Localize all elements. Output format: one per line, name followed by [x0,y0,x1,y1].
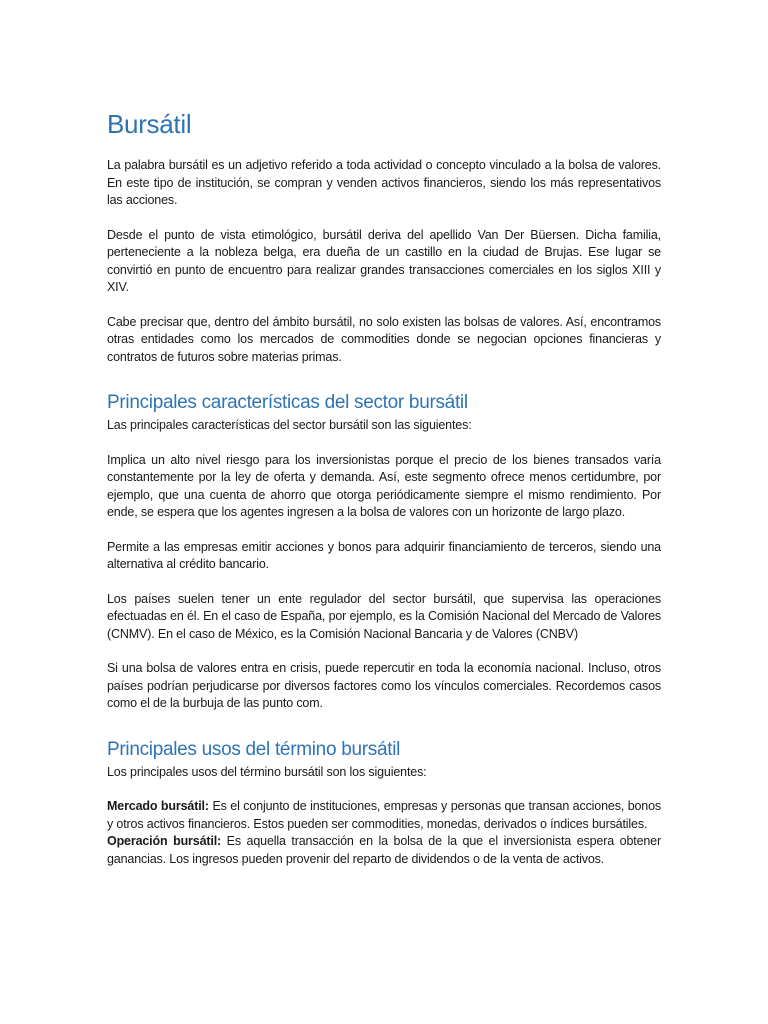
definition-text: Es el conjunto de instituciones, empresas y personas que transan acciones, bonos y otros activos financieros. Estos pueden ser commodities, monedas, derivados o índices bursátiles. [107,799,662,831]
section-heading-usos: Principales usos del término bursátil [107,738,401,760]
section-lead: Las principales características del sector bursátil son las siguientes: [107,418,472,432]
definition-term: Operación bursátil: [107,834,222,848]
section-spacer [107,383,661,391]
section-heading-caracteristicas: Principales características del sector bursátil [107,392,468,413]
document-title: Bursátil [107,109,192,139]
document-page [107,108,661,868]
intro-paragraph: Desde el punto de vista etimológico, bursátil deriva del apellido Van Der Büersen. Dicha familia, perteneciente a la nobleza belga, era dueña de un castillo en la ciudad de Brujas. Ese lugar se convirtió en punto de encuentro para realizar grandes transacciones comerciales en los siglos XIII y XIV. [107,227,661,294]
definition-text: Es aquella transacción en la bolsa de la que el inversionista espera obtener ganancias. Los ingresos pueden provenir del reparto de dividendos o de la venta de activos. [107,834,661,866]
section-lead: Los principales usos del término bursátil son los siguientes: [107,764,427,779]
body-paragraph: Permite a las empresas emitir acciones y bonos para adquirir financiamiento de terceros, siendo una alternativa al crédito bancario. [107,539,661,571]
intro-paragraph: Cabe precisar que, dentro del ámbito bursátil, no solo existen las bolsas de valores. Así, encontramos otras entidades como los mercados de commodities donde se negocian opciones financieras y contratos de futuros sobre materias primas. [107,314,661,364]
body-paragraph: Los países suelen tener un ente regulador del sector bursátil, que supervisa las operaciones efectuadas en él. En el caso de España, por ejemplo, es la Comisión Nacional del Mercado de Valores (CNMV). En el caso de México, es la Comisión Nacional Bancaria y de Valores (CNBV) [107,591,661,641]
definition-item [107,833,661,868]
definition-term: Mercado bursátil: [107,799,209,813]
intro-paragraph: La palabra bursátil es un adjetivo referido a toda actividad o concepto vinculado a la bolsa de valores. En este tipo de institución, se compran y venden activos financieros, siendo los más representativos las acciones. [107,158,661,207]
section-spacer [107,730,661,738]
body-paragraph: Implica un alto nivel riesgo para los inversionistas porque el precio de los bienes transados varía constantemente por la ley de oferta y demanda. Así, este segmento ofrece menos certidumbre, por ejemplo, que una cuenta de ahorro que otorga periódicamente siempre el mismo rendimiento. Por ende, se espera que los agentes ingresen a la bolsa de valores con un horizonte de largo plazo. [107,452,661,519]
definition-item [107,798,661,833]
body-paragraph: Si una bolsa de valores entra en crisis, puede repercutir en toda la economía nacional. Incluso, otros países podrían perjudicarse por diversos factores como los vínculos comerciales. Recordemos casos como el de la burbuja de las punto com. [107,661,661,710]
